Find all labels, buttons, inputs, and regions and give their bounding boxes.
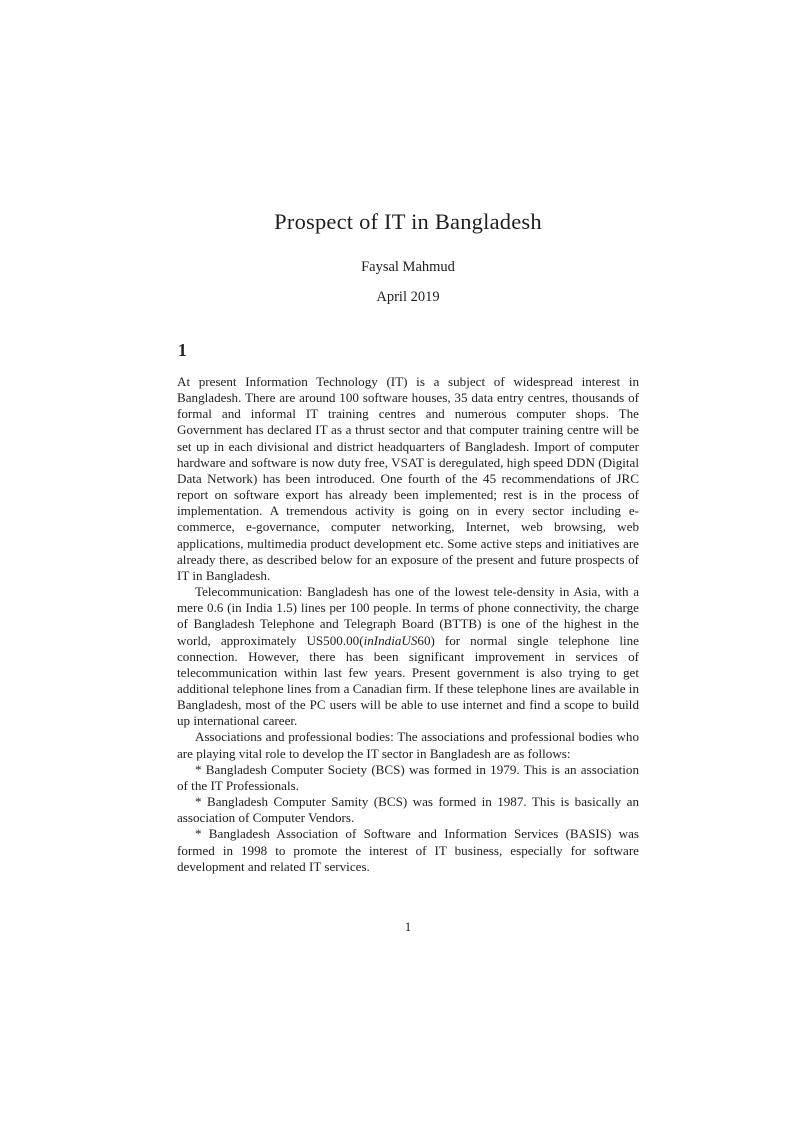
page-title: Prospect of IT in Bangladesh <box>274 209 542 234</box>
publication-date: April 2019 <box>376 289 440 305</box>
paragraph-associations: Associations and professional bodies: The associations and professional bodies who are playing vital role to develop the IT sector in Bangladesh are as follows: <box>177 729 639 761</box>
bullet-basis: * Bangladesh Association of Software and Information Services (BASIS) was formed in 1998 to promote the interest of IT business, especially for software development and related IT services. <box>177 826 639 874</box>
telecom-text-pre: Telecommunication: Bangladesh has one of the lowest tele-density in Asia, with a mere 0.6 (in India 1.5) lines per 100 people. In terms of phone connectivity, the charge of Bangladesh Telephone and Telegraph Board (BTTB) is one of the highest in the world, approximately US500.00( <box>177 584 639 648</box>
page-number: 1 <box>404 919 412 934</box>
telecom-text-post: 60) for normal single telephone line connection. However, there has been significant improvement in services of telecommunication within last few years. Present government is also trying to get additional telephone lines from a Canadian firm. If these telephone lines are available in Bangladesh, most of the PC users will be able to use internet and find a scope to build up international career. <box>177 632 639 729</box>
telecom-math-italic-fragment: inIndiaUS <box>363 632 418 648</box>
bullet-bcs-samity: * Bangladesh Computer Samity (BCS) was formed in 1987. This is basically an association of Computer Vendors. <box>177 794 639 826</box>
text-block <box>177 0 639 1123</box>
article-body <box>177 374 639 875</box>
author-name: Faysal Mahmud <box>361 259 455 275</box>
section-number-heading: 1 <box>178 340 187 360</box>
paragraph-intro: At present Information Technology (IT) is a subject of widespread interest in Bangladesh. There are around 100 software houses, 35 data entry centres, thousands of formal and informal IT training centres and numerous computer shops. The Government has declared IT as a thrust sector and that computer training centre will be set up in each divisional and district headquarters of Bangladesh. Import of computer hardware and software is now duty free, VSAT is deregulated, high speed DDN (Digital Data Network) has been introduced. One fourth of the 45 recommendations of JRC report on software export has already been implemented; rest is in the process of implementation. A tremendous activity is going on in every sector including e-commerce, e-governance, computer networking, Internet, web browsing, web applications, multimedia product development etc. Some active steps and initiatives are already there, as described below for an exposure of the present and future prospects of IT in Bangladesh. <box>177 374 639 583</box>
paragraph-telecommunication <box>177 584 639 729</box>
bullet-bcs-society: * Bangladesh Computer Society (BCS) was formed in 1979. This is an association of the IT Professionals. <box>177 761 639 793</box>
